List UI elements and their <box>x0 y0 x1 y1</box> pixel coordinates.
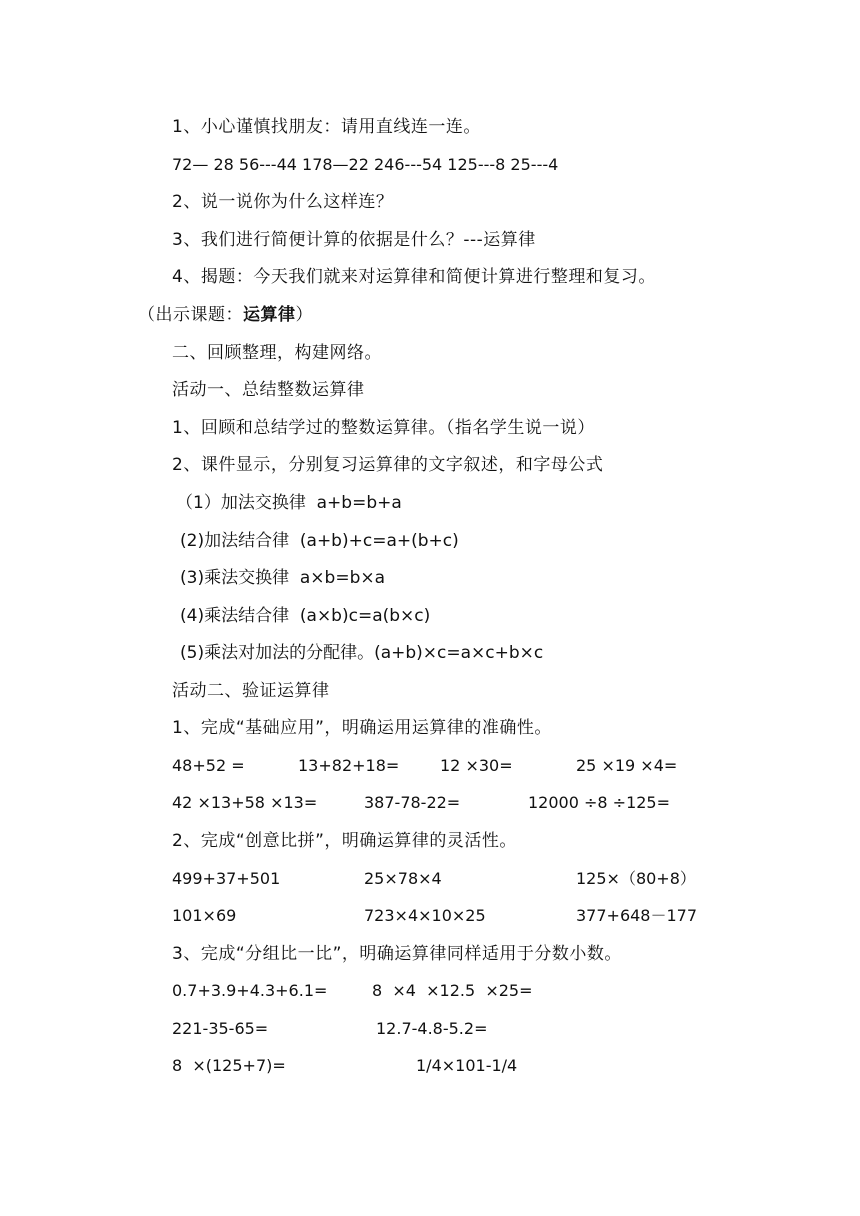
basic-exercise: 387-78-22= <box>364 793 461 812</box>
section-heading: 二、回顾整理，构建网络。 <box>172 343 382 363</box>
activity-2-item-3: 3、完成“分组比一比”，明确运算律同样适用于分数小数。 <box>172 944 622 964</box>
intro-item-1: 1、小心谨慎找朋友：请用直线连一连。 <box>172 117 481 137</box>
law-5: (5)乘法对加法的分配律。(a+b)×c=a×c+b×c <box>180 643 544 663</box>
law-3: (3)乘法交换律 a×b=b×a <box>180 568 386 588</box>
intro-item-4: 4、揭题：今天我们就来对运算律和简便计算进行整理和复习。 <box>172 267 656 287</box>
matching-pairs: 72— 28 56---44 178—22 246---54 125---8 25---4 <box>172 155 559 174</box>
topic-prefix: （出示课题： <box>138 305 243 325</box>
activity-1-item-2: 2、课件显示，分别复习运算律的文字叙述，和字母公式 <box>172 455 604 475</box>
topic-title: 运算律 <box>243 305 296 325</box>
creative-exercise: 377+648－177 <box>576 906 698 925</box>
law-1: （1）加法交换律 a+b=b+a <box>176 493 402 513</box>
basic-exercise: 42 ×13+58 ×13= <box>172 793 318 812</box>
activity-2-item-2: 2、完成“创意比拼”，明确运算律的灵活性。 <box>172 831 517 851</box>
creative-exercise: 125×（80+8） <box>576 869 696 888</box>
creative-exercise: 25×78×4 <box>364 869 442 888</box>
creative-exercise: 101×69 <box>172 906 237 925</box>
law-4: (4)乘法结合律 (a×b)c=a(b×c) <box>180 606 431 626</box>
basic-exercise: 25 ×19 ×4= <box>576 756 678 775</box>
creative-exercise: 723×4×10×25 <box>364 906 486 925</box>
group-exercise: 0.7+3.9+4.3+6.1= <box>172 981 328 1000</box>
group-exercise: 8 ×4 ×12.5 ×25= <box>372 981 533 1000</box>
group-exercise: 12.7-4.8-5.2= <box>376 1019 488 1038</box>
basic-exercise: 12000 ÷8 ÷125= <box>528 793 671 812</box>
intro-item-2: 2、说一说你为什么这样连？ <box>172 192 394 212</box>
group-exercise: 1/4×101-1/4 <box>416 1056 518 1075</box>
group-exercise: 221-35-65= <box>172 1019 269 1038</box>
activity-2-heading: 活动二、验证运算律 <box>172 681 330 701</box>
group-exercise: 8 ×(125+7)= <box>172 1056 286 1075</box>
basic-exercise: 48+52 = <box>172 756 245 775</box>
activity-1-item-1: 1、回顾和总结学过的整数运算律。（指名学生说一说） <box>172 418 595 438</box>
activity-2-item-1: 1、完成“基础应用”，明确运用运算律的准确性。 <box>172 718 552 738</box>
law-2: (2)加法结合律 (a+b)+c=a+(b+c) <box>180 531 459 551</box>
activity-1-heading: 活动一、总结整数运算律 <box>172 380 365 400</box>
basic-exercise: 12 ×30= <box>440 756 513 775</box>
topic-line <box>138 304 313 326</box>
topic-suffix: ） <box>295 305 313 325</box>
creative-exercise: 499+37+501 <box>172 869 281 888</box>
intro-item-3: 3、我们进行简便计算的依据是什么？---运算律 <box>172 230 536 250</box>
basic-exercise: 13+82+18= <box>298 756 400 775</box>
